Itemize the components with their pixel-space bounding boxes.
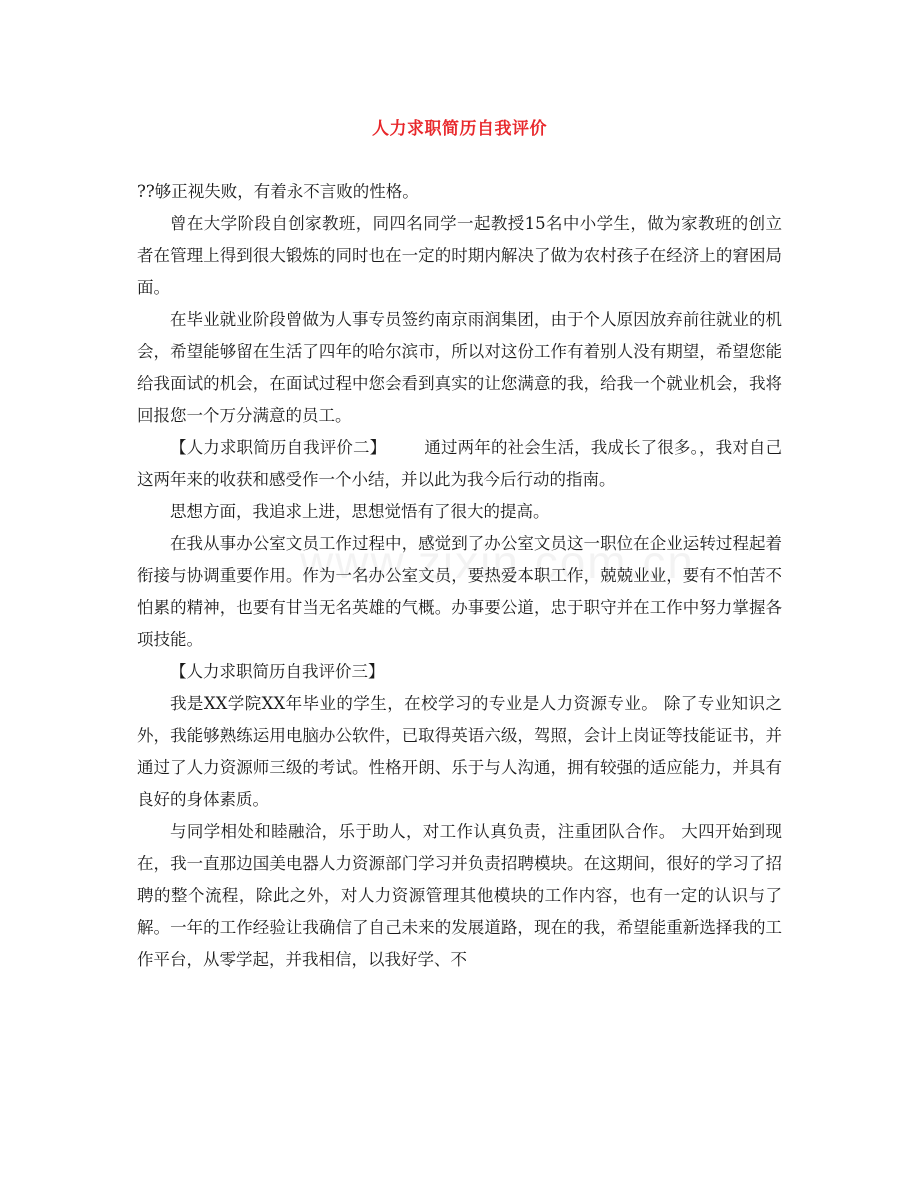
section-three-heading: 【人力求职简历自我评价三】 <box>170 662 385 681</box>
document-title: 人力求职简历自我评价 <box>372 119 547 139</box>
paragraph-4: 思想方面，我追求上进，思想觉悟有了很大的提高。 <box>170 502 550 521</box>
paragraph-6: 我是XX学院XX年毕业的学生，在校学习的专业是人力资源专业。 除了专业知识之外，我能够熟练运用电脑办公软件，已取得英语六级，驾照，会计上岗证等技能证书，并通过了人力资源师三级的考试。性格开朗、乐于与人沟通，拥有较强的适应能力，并具有良好的身体素质。 <box>137 694 782 809</box>
paragraph-2: 曾在大学阶段自创家教班，同四名同学一起教授15名中小学生，做为家教班的创立者在管理上得到很大锻炼的同时也在一定的时期内解决了做为农村孩子在经济上的窘困局面。 <box>137 214 782 297</box>
section-two-heading: 【人力求职简历自我评价二】 <box>170 438 387 457</box>
paragraph-5: 在我从事办公室文员工作过程中，感觉到了办公室文员这一职位在企业运转过程起着衔接与协调重要作用。作为一名办公室文员，要热爱本职工作，兢兢业业，要有不怕苦不怕累的精神，也要有甘当无名英雄的气概。办事要公道，忠于职守并在工作中努力掌握各项技能。 <box>137 534 782 649</box>
paragraph-1: ??够正视失败，有着永不言败的性格。 <box>137 182 419 201</box>
document-page <box>137 112 782 976</box>
section-two-text: 通过两年的社会生活，我成长了很多。，我对自己这两年来的收获和感受作一个小结，并以此为我今后行动的指南。 <box>137 438 783 489</box>
paragraph-3: 在毕业就业阶段曾做为人事专员签约南京雨润集团，由于个人原因放弃前往就业的机会，希望能够留在生活了四年的哈尔滨市，所以对这份工作有着别人没有期望，希望您能给我面试的机会，在面试过程中您会看到真实的让您满意的我，给我一个就业机会，我将回报您一个万分满意的员工。 <box>137 310 782 425</box>
paragraph-section-two <box>137 432 782 496</box>
paragraph-7: 与同学相处和睦融洽，乐于助人，对工作认真负责，注重团队合作。 大四开始到现在，我一直那边国美电器人力资源部门学习并负责招聘模块。在这期间，很好的学习了招聘的整个流程，除此之外，对人力资源管理其他模块的工作内容，也有一定的认识与了解。一年的工作经验让我确信了自己未来的发展道路，现在的我，希望能重新选择我的工作平台，从零学起，并我相信，以我好学、不 <box>137 822 782 969</box>
